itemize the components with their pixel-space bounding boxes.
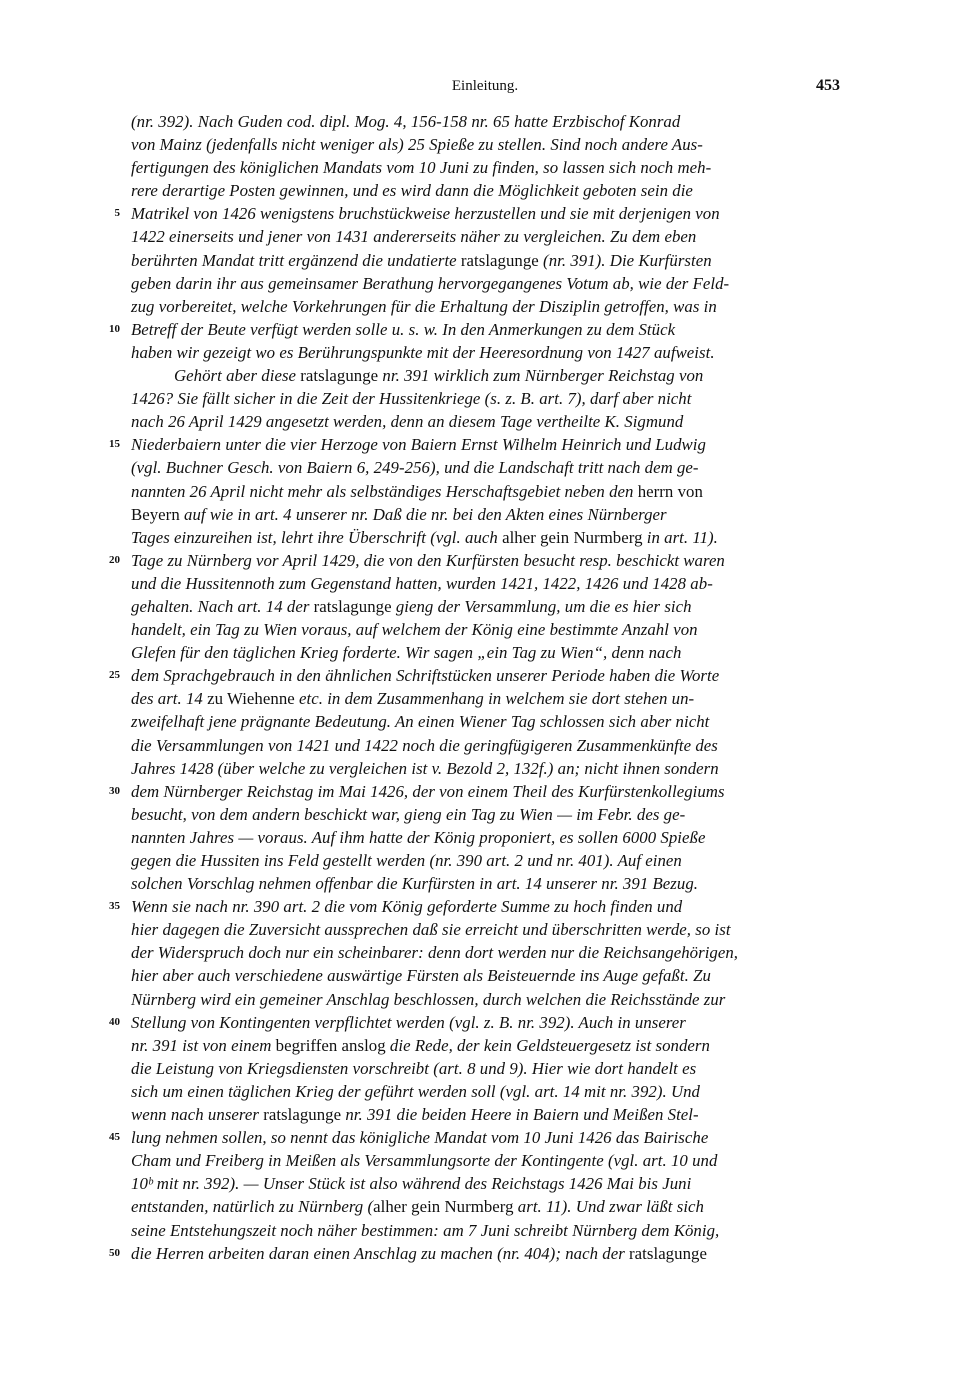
text-line bbox=[0, 710, 960, 733]
italic-segment: besucht, von dem andern beschickt war, gieng ein Tag zu Wien — im Febr. des ge- bbox=[131, 804, 686, 824]
line-number: 35 bbox=[109, 900, 120, 913]
line-text bbox=[131, 1195, 704, 1218]
line-text bbox=[131, 988, 725, 1011]
italic-segment: geben darin ihr aus gemeinsamer Berathung hervorgegangenes Votum ab, wie der Feld- bbox=[131, 273, 730, 293]
line-text bbox=[131, 941, 738, 964]
italic-segment: auf wie in art. 4 unserer nr. Daß die nr. bei den Akten eines Nürnberger bbox=[179, 504, 667, 524]
body-text bbox=[0, 110, 960, 1265]
italic-segment: (nr. 391). Die Kurfürsten bbox=[538, 250, 712, 270]
italic-segment: sich um einen täglichen Krieg der geführt werden soll (vgl. art. 14 mit nr. 392). Und bbox=[131, 1081, 701, 1101]
line-number: 50 bbox=[109, 1246, 120, 1259]
roman-segment: herrn bbox=[637, 481, 674, 501]
italic-segment: nannten 26 April nicht mehr als selbständiges Herschaftsgebiet neben den bbox=[131, 481, 638, 501]
italic-segment: zug vorbereitet, welche Vorkehrungen für die Erhaltung der Disziplin getroffen, was in bbox=[131, 296, 717, 316]
text-line bbox=[0, 988, 960, 1011]
line-text bbox=[131, 249, 712, 272]
roman-segment: ratslagunge bbox=[629, 1243, 707, 1263]
roman-segment: begriffen anslog bbox=[275, 1035, 386, 1055]
text-line bbox=[0, 549, 960, 572]
text-line bbox=[0, 849, 960, 872]
text-line bbox=[0, 734, 960, 757]
line-text bbox=[131, 225, 696, 248]
text-line bbox=[0, 803, 960, 826]
line-text bbox=[131, 780, 725, 803]
line-text bbox=[131, 179, 693, 202]
text-line bbox=[0, 687, 960, 710]
italic-segment: 10ᵇ mit nr. 392). — Unser Stück ist also während des Reichstags 1426 Mai bis Juni bbox=[131, 1174, 692, 1194]
running-head bbox=[130, 78, 840, 100]
text-line bbox=[0, 1034, 960, 1057]
text-line bbox=[0, 826, 960, 849]
line-text bbox=[131, 1103, 699, 1126]
italic-segment: die Versammlungen von 1421 und 1422 noch die geringfügigeren Zusammenkünfte des bbox=[131, 735, 718, 755]
italic-segment: 1426? Sie fällt sicher in die Zeit der Hussitenkriege (s. z. B. art. 7), darf aber nicht bbox=[131, 389, 692, 409]
italic-segment: (vgl. Buchner Gesch. von Baiern 6, 249-256), und die Landschaft tritt nach dem ge- bbox=[131, 458, 699, 478]
italic-segment: art. 11). Und zwar läßt sich bbox=[513, 1197, 704, 1217]
text-line bbox=[0, 1126, 960, 1149]
line-text bbox=[131, 1219, 719, 1242]
text-line bbox=[0, 318, 960, 341]
italic-segment: nr. 391 die beiden Heere in Baiern und Meißen Stel- bbox=[341, 1105, 699, 1125]
roman-segment: alher gein Nurmberg bbox=[373, 1197, 514, 1217]
text-line bbox=[0, 1103, 960, 1126]
italic-segment: hier aber auch verschiedene auswärtige Fürsten als Beisteuernde ins Auge gefaßt. Zu bbox=[131, 966, 711, 986]
text-line bbox=[0, 1080, 960, 1103]
italic-segment: von Mainz (jedenfalls nicht weniger als) 25 Spieße zu stellen. Sind noch andere Aus- bbox=[131, 135, 703, 155]
roman-segment: ratslagunge bbox=[460, 250, 539, 270]
line-text bbox=[131, 734, 718, 757]
italic-segment: Glefen für den täglichen Krieg forderte. Wir sagen „ein Tag zu Wien“, denn nach bbox=[131, 643, 682, 663]
line-text bbox=[131, 803, 685, 826]
text-line bbox=[0, 572, 960, 595]
line-text bbox=[131, 964, 711, 987]
italic-segment: und die Hussitennoth zum Gegenstand hatten, wurden 1421, 1422, 1426 und 1428 ab- bbox=[131, 573, 713, 593]
text-line bbox=[0, 249, 960, 272]
text-line bbox=[0, 480, 960, 503]
text-line bbox=[0, 225, 960, 248]
text-line bbox=[0, 526, 960, 549]
text-line bbox=[0, 202, 960, 225]
line-number: 15 bbox=[109, 438, 120, 451]
roman-segment: ratslagunge bbox=[300, 366, 379, 386]
line-text bbox=[131, 618, 698, 641]
italic-segment: handelt, ein Tag zu Wien voraus, auf welchem der König eine bestimmte Anzahl von bbox=[131, 620, 698, 640]
text-line bbox=[0, 1219, 960, 1242]
italic-segment: berührten Mandat tritt ergänzend die undatierte bbox=[131, 250, 461, 270]
line-text bbox=[131, 664, 719, 687]
line-number: 45 bbox=[109, 1131, 120, 1144]
italic-segment: Gehört aber diese bbox=[174, 366, 301, 386]
text-line bbox=[0, 272, 960, 295]
line-text bbox=[131, 1172, 691, 1195]
text-line bbox=[0, 1242, 960, 1265]
text-line bbox=[0, 918, 960, 941]
italic-segment: in art. 11). bbox=[642, 527, 718, 547]
italic-segment: lung nehmen sollen, so nennt das königliche Mandat vom 10 Juni 1426 das Bairische bbox=[131, 1128, 709, 1148]
line-text bbox=[131, 202, 720, 225]
text-line bbox=[0, 341, 960, 364]
roman-segment: alher gein Nurmberg bbox=[502, 527, 643, 547]
line-text bbox=[131, 1242, 707, 1265]
text-line bbox=[0, 595, 960, 618]
line-number: 40 bbox=[109, 1015, 120, 1028]
line-text bbox=[131, 295, 717, 318]
text-line bbox=[0, 780, 960, 803]
italic-segment: Cham und Freiberg in Meißen als Versammlungsorte der Kontingente (vgl. art. 10 und bbox=[131, 1151, 718, 1171]
line-text bbox=[131, 1057, 696, 1080]
italic-segment: Tages einzureihen ist, lehrt ihre Überschrift (vgl. auch bbox=[131, 527, 503, 547]
italic-segment: Tage zu Nürnberg vor April 1429, die von den Kurfürsten besucht resp. beschickt waren bbox=[131, 550, 725, 570]
roman-segment: ratslagunge bbox=[263, 1105, 342, 1125]
italic-segment: gehalten. Nach art. 14 der bbox=[131, 596, 314, 616]
italic-segment: nach 26 April 1429 angesetzt werden, denn an diesem Tage vertheilte K. Sigmund bbox=[131, 412, 684, 432]
line-text bbox=[131, 1126, 708, 1149]
line-text bbox=[131, 918, 731, 941]
italic-segment: nannten Jahres — voraus. Auf ihm hatte der König proponiert, es sollen 6000 Spieße bbox=[131, 827, 706, 847]
italic-segment: (nr. 392). Nach Guden cod. dipl. Mog. 4, 156-158 nr. 65 hatte Erzbischof Konrad bbox=[131, 112, 681, 131]
text-line bbox=[0, 664, 960, 687]
line-text bbox=[131, 318, 675, 341]
italic-segment: gieng der Versammlung, um die es hier sich bbox=[391, 596, 692, 616]
roman-segment: ratslagunge bbox=[313, 596, 392, 616]
italic-segment: zweifelhaft jene prägnante Bedeutung. An einen Wiener Tag schlossen sich aber nicht bbox=[131, 712, 710, 732]
italic-segment: die Rede, der kein Geldsteuergesetz ist sondern bbox=[385, 1035, 710, 1055]
italic-segment: entstanden, natürlich zu Nürnberg ( bbox=[131, 1197, 374, 1217]
line-number: 25 bbox=[109, 669, 120, 682]
roman-segment: von bbox=[673, 481, 703, 501]
line-text bbox=[131, 272, 729, 295]
italic-segment: 1422 einerseits und jener von 1431 andererseits näher zu vergleichen. Zu dem eben bbox=[131, 227, 697, 247]
text-line bbox=[0, 456, 960, 479]
text-line bbox=[0, 1011, 960, 1034]
italic-segment: die Leistung von Kriegsdiensten vorschreibt (art. 8 und 9). Hier wie dort handelt es bbox=[131, 1058, 697, 1078]
line-text bbox=[131, 1149, 717, 1172]
line-text bbox=[131, 549, 725, 572]
text-line bbox=[0, 872, 960, 895]
line-text bbox=[131, 710, 709, 733]
line-text bbox=[174, 364, 703, 387]
text-line bbox=[0, 757, 960, 780]
line-text bbox=[131, 156, 711, 179]
text-line bbox=[0, 964, 960, 987]
text-line bbox=[0, 1149, 960, 1172]
text-line bbox=[0, 410, 960, 433]
italic-segment: wenn nach unserer bbox=[131, 1105, 264, 1125]
text-line bbox=[0, 433, 960, 456]
line-number: 10 bbox=[109, 322, 120, 335]
italic-segment: dem Nürnberger Reichstag im Mai 1426, der von einem Theil des Kurfürstenkollegiums bbox=[131, 781, 725, 801]
text-line bbox=[0, 618, 960, 641]
line-text bbox=[131, 687, 694, 710]
italic-segment: Matrikel von 1426 wenigstens bruchstückweise herzustellen und sie mit derjenigen von bbox=[131, 204, 720, 224]
running-title: Einleitung. bbox=[451, 78, 519, 94]
italic-segment: Stellung von Kontingenten verpflichtet werden (vgl. z. B. nr. 392). Auch in unserer bbox=[131, 1012, 686, 1032]
italic-segment: Wenn sie nach nr. 390 art. 2 die vom König geforderte Summe zu hoch finden und bbox=[131, 897, 683, 917]
roman-segment: zu Wiehenne bbox=[207, 689, 295, 709]
text-line bbox=[0, 387, 960, 410]
text-line bbox=[0, 110, 960, 133]
italic-segment: Niederbaiern unter die vier Herzoge von Baiern Ernst Wilhelm Heinrich und Ludwig bbox=[131, 435, 706, 455]
text-line bbox=[0, 179, 960, 202]
italic-segment: des art. 14 bbox=[131, 689, 208, 709]
line-text bbox=[131, 480, 703, 503]
text-line bbox=[0, 895, 960, 918]
text-line bbox=[0, 941, 960, 964]
line-text bbox=[131, 456, 699, 479]
italic-segment: solchen Vorschlag nehmen offenbar die Kurfürsten in art. 14 unserer nr. 391 Bezug. bbox=[131, 874, 699, 894]
italic-segment: Nürnberg wird ein gemeiner Anschlag beschlossen, durch welchen die Reichsstände zur bbox=[131, 989, 726, 1009]
line-text bbox=[131, 757, 719, 780]
italic-segment: nr. 391 wirklich zum Nürnberger Reichstag von bbox=[378, 366, 704, 386]
line-text bbox=[131, 433, 706, 456]
italic-segment: der Widerspruch doch nur ein scheinbarer: denn dort werden nur die Reichsangehörigen, bbox=[131, 943, 739, 963]
italic-segment: Betreff der Beute verfügt werden solle u. s. w. In den Anmerkungen zu dem Stück bbox=[131, 319, 676, 339]
italic-segment: fertigungen des königlichen Mandats vom 10 Juni zu finden, so lassen sich noch meh- bbox=[131, 158, 712, 178]
line-text bbox=[131, 826, 705, 849]
text-line bbox=[0, 641, 960, 664]
italic-segment: rere derartige Posten gewinnen, und es wird dann die Möglichkeit geboten sein die bbox=[131, 181, 693, 201]
italic-segment: gegen die Hussiten ins Feld gestellt werden (nr. 390 art. 2 und nr. 401). Auf einen bbox=[131, 851, 682, 870]
italic-segment: hier dagegen die Zuversicht aussprechen daß sie erreicht und überschritten werde, so ist bbox=[131, 920, 731, 940]
italic-segment: haben wir gezeigt wo es Berührungspunkte mit der Heeresordnung von 1427 aufweist. bbox=[131, 342, 715, 362]
line-number: 5 bbox=[114, 207, 120, 220]
text-line bbox=[0, 1057, 960, 1080]
text-line bbox=[0, 133, 960, 156]
line-text bbox=[131, 872, 698, 895]
line-text bbox=[131, 410, 683, 433]
text-line bbox=[0, 1172, 960, 1195]
line-number: 30 bbox=[109, 784, 120, 797]
text-line bbox=[0, 156, 960, 179]
line-text bbox=[131, 133, 703, 156]
line-text bbox=[131, 526, 718, 549]
line-text bbox=[131, 572, 713, 595]
line-text bbox=[131, 1011, 686, 1034]
italic-segment: die Herren arbeiten daran einen Anschlag zu machen (nr. 404); nach der bbox=[131, 1243, 630, 1263]
line-number: 20 bbox=[109, 553, 120, 566]
line-text bbox=[131, 595, 692, 618]
line-text bbox=[131, 895, 682, 918]
line-text bbox=[131, 110, 680, 133]
line-text bbox=[131, 849, 682, 872]
italic-segment: seine Entstehungszeit noch näher bestimmen: am 7 Juni schreibt Nürnberg dem König, bbox=[131, 1220, 720, 1240]
line-text bbox=[131, 641, 681, 664]
line-text bbox=[131, 1080, 700, 1103]
text-line bbox=[0, 364, 960, 387]
italic-segment: dem Sprachgebrauch in den ähnlichen Schriftstücken unserer Periode haben die Worte bbox=[131, 666, 720, 686]
text-line bbox=[0, 295, 960, 318]
italic-segment: Jahres 1428 (über welche zu vergleichen ist v. Bezold 2, 132f.) an; nicht ihnen sondern bbox=[131, 758, 719, 778]
italic-segment: nr. 391 ist von einem bbox=[131, 1035, 276, 1055]
page-number: 453 bbox=[816, 77, 840, 94]
text-line bbox=[0, 503, 960, 526]
text-line bbox=[0, 1195, 960, 1218]
line-text bbox=[131, 341, 715, 364]
roman-segment: Beyern bbox=[131, 504, 180, 524]
italic-segment: etc. in dem Zusammenhang in welchem sie dort stehen un- bbox=[294, 689, 695, 709]
line-text bbox=[131, 503, 667, 526]
line-text bbox=[131, 387, 691, 410]
line-text bbox=[131, 1034, 710, 1057]
